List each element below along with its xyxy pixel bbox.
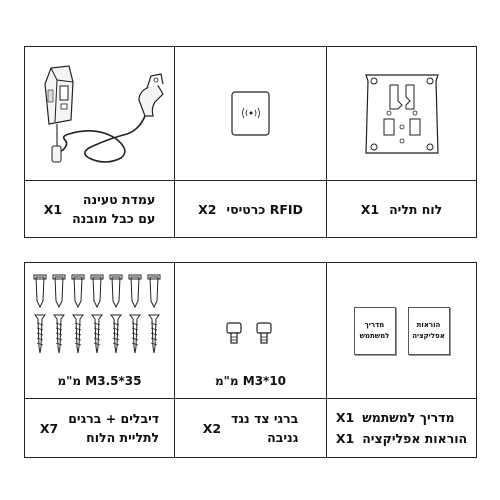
ev-charger-illustration xyxy=(35,54,165,174)
anti-theft-screws-illustration xyxy=(221,319,281,349)
docs-image-cell xyxy=(327,263,476,399)
app-booklet-line1: הוראות xyxy=(416,320,441,329)
manual-booklet-line1: מדריך xyxy=(364,320,385,329)
charger-label-line1: עמדת טעינה xyxy=(82,192,156,207)
wall-anchor-icon xyxy=(148,275,160,307)
plate-qty: X1 xyxy=(360,201,380,217)
anchors-label-cell xyxy=(25,399,175,457)
anchors-caption: M3.5*35 מ"מ xyxy=(57,374,142,388)
plate-label-cell xyxy=(327,181,476,237)
screws-label-line1: ברגי צד נגד xyxy=(231,411,299,426)
anchors-qty: X7 xyxy=(39,420,59,436)
wall-anchor-icon xyxy=(34,275,46,307)
rfid-card-illustration xyxy=(231,91,271,137)
charger-label-line2: עם כבל מובנה xyxy=(72,211,156,226)
wall-anchor-icon xyxy=(91,275,103,307)
wall-anchor-icon xyxy=(110,275,122,307)
docs-label-cell xyxy=(327,399,476,457)
screws-image-cell xyxy=(175,263,327,399)
docs-row1-qty: X1 xyxy=(335,410,355,425)
manual-booklet-line2: למשתמש xyxy=(359,331,390,340)
mounting-plate-illustration xyxy=(362,69,442,159)
user-manual-booklet xyxy=(354,307,396,355)
rfid-label: RFID כרטיסי xyxy=(226,201,303,217)
screws-label-line2: גניבה xyxy=(267,430,299,445)
wall-anchor-icon xyxy=(129,275,141,307)
docs-row1-label: מדריך למשתמש xyxy=(362,410,455,425)
anchors-label-line2: לתליית הלוח xyxy=(86,430,160,445)
charger-qty: X1 xyxy=(43,201,63,217)
rfid-label-cell xyxy=(175,181,327,237)
anchors-image-cell xyxy=(25,263,175,399)
contents-table-bottom xyxy=(24,262,477,458)
contents-table-top xyxy=(24,46,477,238)
wall-anchor-icon xyxy=(72,275,84,307)
screws-label-cell xyxy=(175,399,327,457)
rfid-image-cell xyxy=(175,47,327,181)
app-instructions-booklet xyxy=(408,307,450,355)
anchors-label-line1: דיבלים + ברגים xyxy=(68,411,160,426)
charger-label-cell xyxy=(25,181,175,237)
docs-row2-label: הוראות אפליקציה xyxy=(362,431,468,446)
wall-anchor-icon xyxy=(53,275,65,307)
screws-caption: M3*10 מ"מ xyxy=(214,374,287,388)
plate-image-cell xyxy=(327,47,476,181)
charger-image-cell xyxy=(25,47,175,181)
plate-label: לוח תליה xyxy=(389,201,443,217)
docs-row2-qty: X1 xyxy=(335,431,355,446)
app-booklet-line2: אפליקציה xyxy=(412,331,445,340)
wall-anchors-illustration xyxy=(30,267,170,367)
rfid-qty: X2 xyxy=(198,201,217,217)
screws-qty: X2 xyxy=(202,420,222,436)
